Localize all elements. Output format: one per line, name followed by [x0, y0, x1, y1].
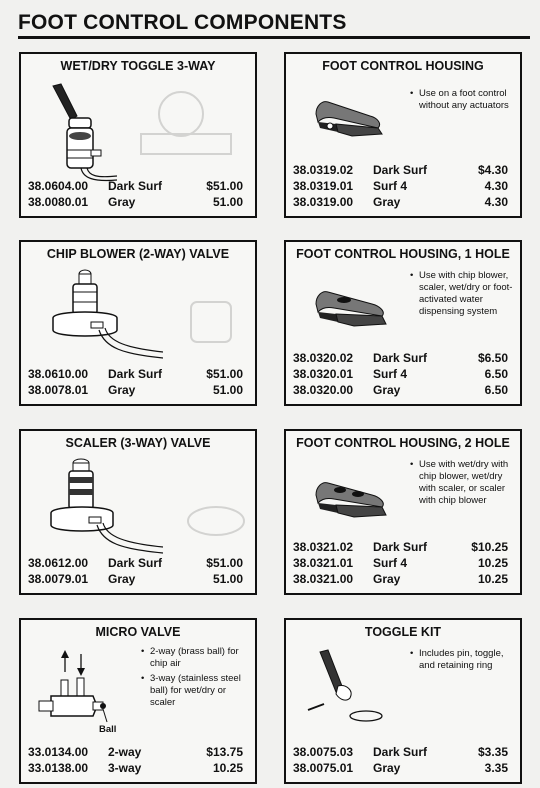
- sku: 38.0319.00: [293, 195, 354, 209]
- price: 51.00: [212, 572, 243, 586]
- finish: Dark Surf: [373, 540, 428, 554]
- price: $51.00: [206, 179, 243, 193]
- housing-icon: [312, 92, 392, 142]
- price-row: [293, 194, 508, 210]
- price: 6.50: [484, 367, 508, 381]
- price: 4.30: [484, 179, 508, 193]
- price-row: [28, 571, 243, 587]
- sku: 38.0610.00: [28, 367, 89, 381]
- price-row: [293, 571, 508, 587]
- price: 51.00: [212, 383, 243, 397]
- chip-blower-valve-icon: [43, 266, 163, 361]
- finish: Dark Surf: [373, 163, 428, 177]
- product-card-housing-2-hole: [284, 429, 522, 595]
- finish: Gray: [373, 572, 401, 586]
- bleed-through-artwork: [121, 74, 251, 174]
- price: $4.30: [477, 163, 508, 177]
- page-title: FOOT CONTROL COMPONENTS: [18, 11, 347, 34]
- card-title: MICRO VALVE: [95, 625, 181, 639]
- feature-item: • 3-way (stainless steel ball) for wet/dry or scaler: [141, 673, 253, 709]
- price: $13.75: [206, 745, 243, 759]
- card-title: WET/DRY TOGGLE 3-WAY: [60, 59, 216, 73]
- price-row: [28, 760, 243, 776]
- feature-list: [410, 270, 522, 321]
- finish: Surf 4: [373, 556, 408, 570]
- finish: Gray: [373, 383, 401, 397]
- price-row: [28, 744, 243, 760]
- finish: Gray: [373, 195, 401, 209]
- feature-list: [141, 646, 253, 712]
- sku: 38.0075.01: [293, 761, 354, 775]
- sku: 38.0075.03: [293, 745, 354, 759]
- bleed-through-artwork: [181, 282, 251, 362]
- bleed-through-artwork: [181, 491, 251, 551]
- title-underline: [18, 36, 530, 39]
- price-row: [293, 760, 508, 776]
- sku: 33.0134.00: [28, 745, 89, 759]
- toggle-valve-icon: [47, 80, 117, 190]
- sku: 38.0604.00: [28, 179, 89, 193]
- housing-1-hole-icon: [312, 282, 397, 332]
- price-row: [28, 194, 243, 210]
- price-rows: [28, 366, 243, 398]
- feature-item: • Use with wet/dry with chip blower, wet/dry with scaler, or scaler with chip blower: [410, 459, 520, 507]
- scaler-valve-icon: [43, 457, 163, 557]
- sku: 33.0138.00: [28, 761, 89, 775]
- card-title: FOOT CONTROL HOUSING: [322, 59, 484, 73]
- finish: Dark Surf: [373, 745, 428, 759]
- price: 10.25: [477, 556, 508, 570]
- ball-callout: Ball: [99, 724, 117, 735]
- feature-item: • Use on a foot control without any actuators: [410, 88, 520, 112]
- feature-item: • Includes pin, toggle, and retaining ring: [410, 648, 520, 672]
- product-card-wet-dry-toggle: [19, 52, 257, 218]
- sku: 38.0320.02: [293, 351, 354, 365]
- price-row: [293, 162, 508, 178]
- price-row: [293, 366, 508, 382]
- sku: 38.0321.00: [293, 572, 354, 586]
- finish: Surf 4: [373, 179, 408, 193]
- price: 51.00: [212, 195, 243, 209]
- finish: Dark Surf: [373, 351, 428, 365]
- card-title: FOOT CONTROL HOUSING, 1 HOLE: [296, 247, 510, 261]
- product-card-scaler-valve: [19, 429, 257, 595]
- feature-item: • 2-way (brass ball) for chip air: [141, 646, 253, 670]
- sku: 38.0319.01: [293, 179, 354, 193]
- price: $10.25: [471, 540, 508, 554]
- price: 6.50: [484, 383, 508, 397]
- price: 10.25: [212, 761, 243, 775]
- card-title: FOOT CONTROL HOUSING, 2 HOLE: [296, 436, 510, 450]
- sku: 38.0320.00: [293, 383, 354, 397]
- price-row: [293, 744, 508, 760]
- price-row: [293, 555, 508, 571]
- price-rows: [293, 350, 508, 398]
- sku: 38.0612.00: [28, 556, 89, 570]
- price: $3.35: [477, 745, 508, 759]
- finish: Gray: [108, 383, 136, 397]
- price-rows: [28, 555, 243, 587]
- product-card-micro-valve: [19, 618, 257, 784]
- sku: 38.0321.01: [293, 556, 354, 570]
- finish: 2-way: [108, 745, 142, 759]
- finish: Dark Surf: [108, 179, 163, 193]
- price-row: [293, 539, 508, 555]
- product-card-housing-1-hole: [284, 240, 522, 406]
- product-card-toggle-kit: [284, 618, 522, 784]
- price-row: [293, 382, 508, 398]
- price-row: [28, 178, 243, 194]
- price: 3.35: [484, 761, 508, 775]
- card-title: TOGGLE KIT: [364, 625, 442, 639]
- sku: 38.0080.01: [28, 195, 89, 209]
- price: 10.25: [477, 572, 508, 586]
- finish: Surf 4: [373, 367, 408, 381]
- price: 4.30: [484, 195, 508, 209]
- feature-list: [410, 648, 520, 675]
- finish: Dark Surf: [108, 556, 163, 570]
- feature-item: • Use with chip blower, scaler, wet/dry or foot-activated water dispensing system: [410, 270, 522, 318]
- price: $51.00: [206, 556, 243, 570]
- price-rows: [293, 744, 508, 776]
- finish: Gray: [108, 195, 136, 209]
- price-rows: [293, 162, 508, 210]
- price-rows: [293, 539, 508, 587]
- finish: 3-way: [108, 761, 142, 775]
- sku: 38.0319.02: [293, 163, 354, 177]
- card-title: SCALER (3-WAY) VALVE: [65, 436, 211, 450]
- feature-list: [410, 459, 520, 510]
- price-row: [28, 366, 243, 382]
- toggle-kit-icon: [302, 646, 412, 736]
- price: $6.50: [477, 351, 508, 365]
- price-row: [293, 178, 508, 194]
- price-rows: [28, 744, 243, 776]
- price: $51.00: [206, 367, 243, 381]
- finish: Gray: [108, 572, 136, 586]
- sku: 38.0079.01: [28, 572, 89, 586]
- sku: 38.0321.02: [293, 540, 354, 554]
- price-rows: [28, 178, 243, 210]
- card-title: CHIP BLOWER (2-WAY) VALVE: [46, 247, 230, 261]
- product-card-foot-control-housing: [284, 52, 522, 218]
- housing-2-hole-icon: [312, 473, 397, 523]
- feature-list: [410, 88, 520, 115]
- finish: Gray: [373, 761, 401, 775]
- finish: Dark Surf: [108, 367, 163, 381]
- price-row: [28, 555, 243, 571]
- product-card-chip-blower-valve: [19, 240, 257, 406]
- price-row: [28, 382, 243, 398]
- sku: 38.0078.01: [28, 383, 89, 397]
- price-row: [293, 350, 508, 366]
- sku: 38.0320.01: [293, 367, 354, 381]
